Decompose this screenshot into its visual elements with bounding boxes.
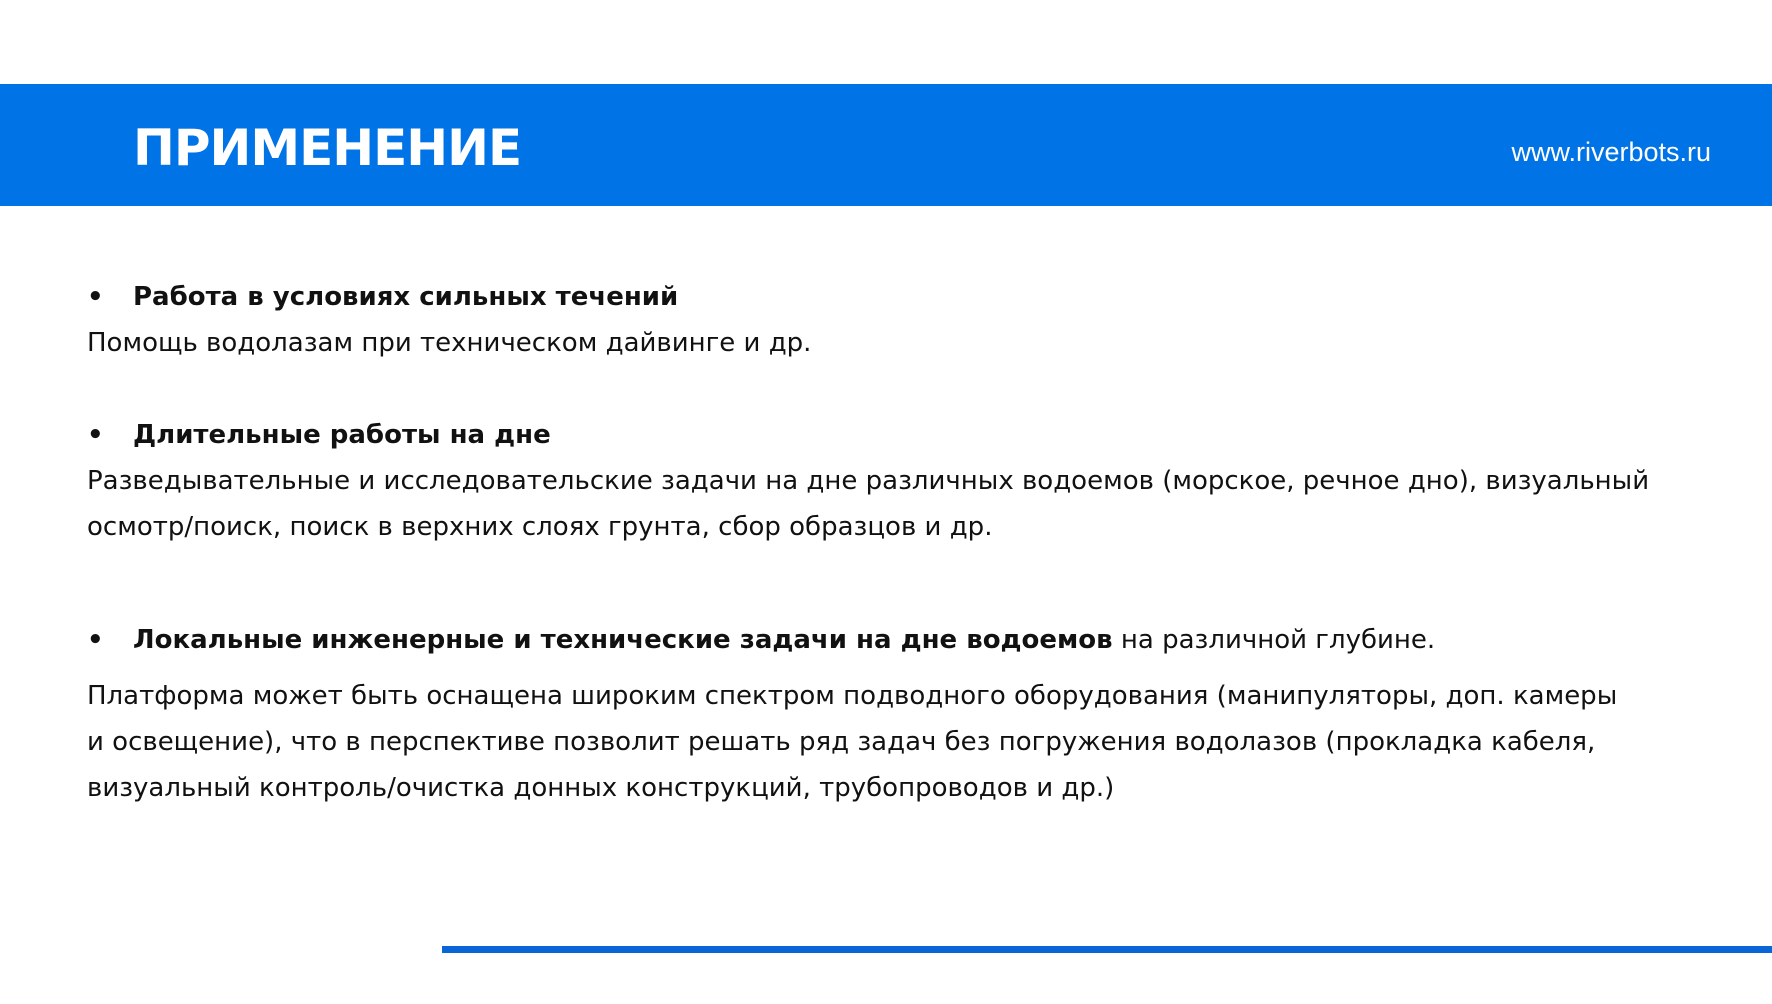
item-description (87, 320, 1707, 366)
site-url[interactable]: www.riverbots.ru (1511, 137, 1711, 167)
bullet-icon: • (87, 420, 104, 450)
description-line: и освещение), что в перспективе позволит решать ряд задач без погружения водолазов (прокладка кабеля, (87, 727, 1596, 757)
item-description (87, 673, 1707, 811)
description-line: визуальный контроль/очистка донных конструкций, трубопроводов и др.) (87, 773, 1115, 803)
item-description (87, 458, 1707, 550)
description-line: Платформа может быть оснащена широким спектром подводного оборудования (манипуляторы, доп. камеры (87, 681, 1618, 711)
list-item-heading (87, 617, 1435, 663)
item-heading-bold: Локальные инженерные и технические задачи на дне водоемов (133, 625, 1113, 655)
list-item-heading (87, 274, 678, 320)
footer-rule (442, 946, 1772, 953)
item-heading-suffix: на различной глубине. (1112, 625, 1436, 655)
description-line: осмотр/поиск, поиск в верхних слоях грунта, сбор образцов и др. (87, 512, 993, 542)
item-heading-bold: Работа в условиях сильных течений (133, 282, 679, 312)
item-heading-bold: Длительные работы на дне (133, 420, 551, 450)
list-item-heading (87, 412, 551, 458)
bullet-icon: • (87, 282, 104, 312)
description-line: Разведывательные и исследовательские задачи на дне различных водоемов (морское, речное дно), визуальный (87, 466, 1650, 496)
description-line: Помощь водолазам при техническом дайвинге и др. (87, 328, 812, 358)
bullet-icon: • (87, 625, 104, 655)
page-title: ПРИМЕНЕНИЕ (133, 119, 522, 177)
